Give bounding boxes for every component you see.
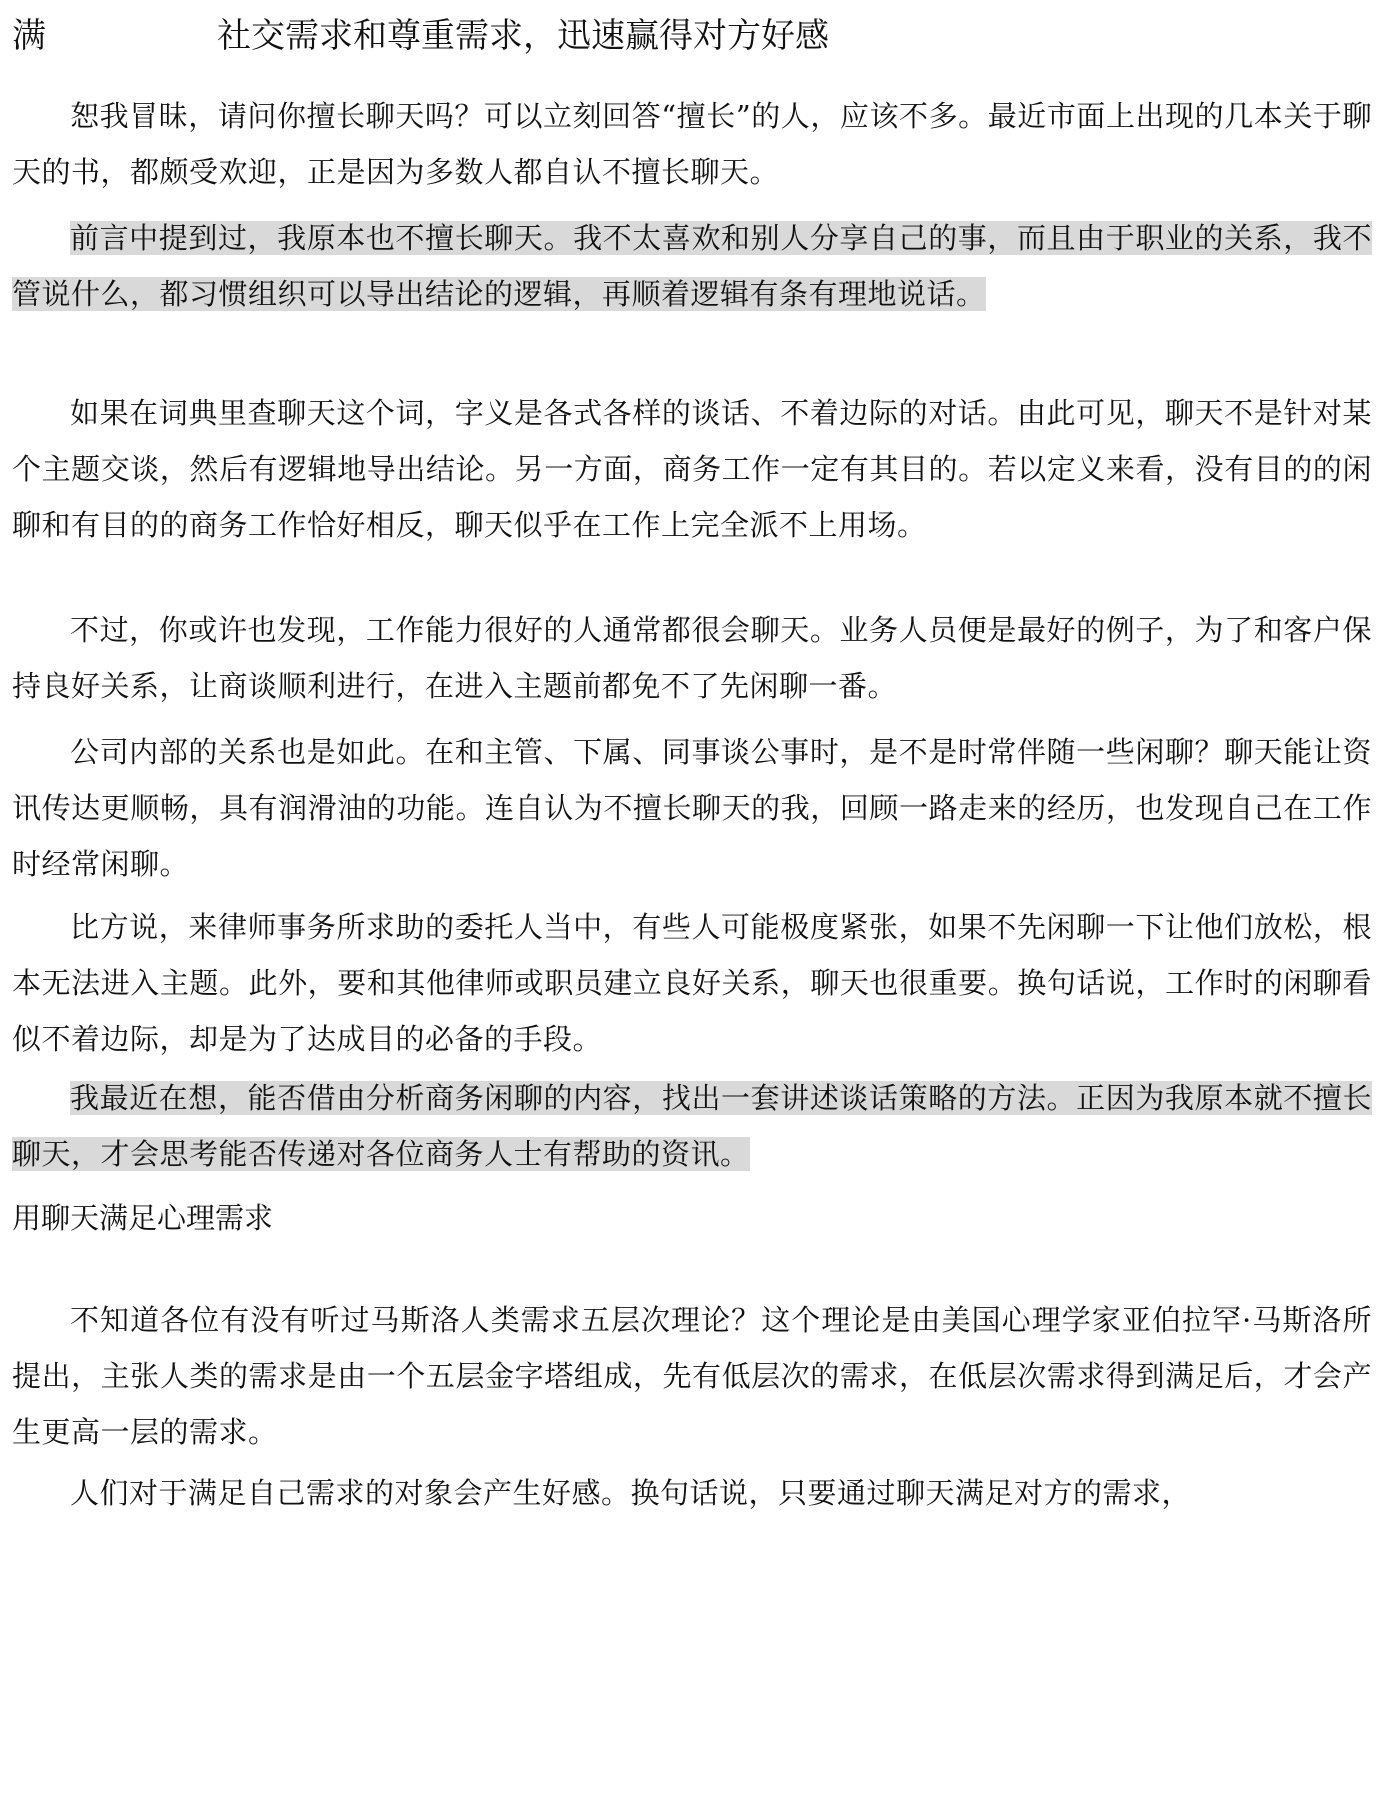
page-title: [12, 12, 1372, 60]
title-main: 社交需求和尊重需求，迅速赢得对方好感: [217, 16, 829, 56]
paragraph-text: 如果在词典里查聊天这个词，字义是各式各样的谈话、不着边际的对话。由此可见，聊天不是针对某个主题交谈，然后有逻辑地导出结论。另一方面，商务工作一定有其目的。若以定义来看，没有目的的闲聊和有目的的商务工作恰好相反，聊天似乎在工作上完全派不上用场。: [12, 396, 1372, 542]
paragraph-4: [12, 602, 1372, 714]
paragraph-3: [12, 385, 1372, 553]
paragraph-9: [12, 1465, 1372, 1521]
paragraph-6: [12, 899, 1372, 1067]
section-heading: 用聊天满足心理需求: [12, 1201, 274, 1235]
highlighted-text: 我最近在想，能否借由分析商务闲聊的内容，找出一套讲述谈话策略的方法。正因为我原本就不擅长聊天，才会思考能否传递对各位商务人士有帮助的资讯。: [12, 1081, 1372, 1171]
paragraph-text: 恕我冒昧，请问你擅长聊天吗？可以立刻回答“擅长”的人，应该不多。最近市面上出现的几本关于聊天的书，都颇受欢迎，正是因为多数人都自认不擅长聊天。: [12, 99, 1372, 189]
paragraph-text: 公司内部的关系也是如此。在和主管、下属、同事谈公事时，是不是时常伴随一些闲聊？聊天能让资讯传达更顺畅，具有润滑油的功能。连自认为不擅长聊天的我，回顾一路走来的经历，也发现自己在工作时经常闲聊。: [12, 735, 1372, 881]
paragraph-7-highlighted: [12, 1070, 1372, 1182]
paragraph-text: 比方说，来律师事务所求助的委托人当中，有些人可能极度紧张，如果不先闲聊一下让他们放松，根本无法进入主题。此外，要和其他律师或职员建立良好关系，聊天也很重要。换句话说，工作时的闲聊看似不着边际，却是为了达成目的必备的手段。: [12, 910, 1372, 1056]
paragraph-text: 不知道各位有没有听过马斯洛人类需求五层次理论？这个理论是由美国心理学家亚伯拉罕·马斯洛所提出，主张人类的需求是由一个五层金字塔组成，先有低层次的需求，在低层次需求得到满足后，才会产生更高一层的需求。: [12, 1303, 1372, 1449]
title-prefix: 满: [12, 16, 46, 56]
highlighted-text: 前言中提到过，我原本也不擅长聊天。我不太喜欢和别人分享自己的事，而且由于职业的关系，我不管说什么，都习惯组织可以导出结论的逻辑，再顺着逻辑有条有理地说话。: [12, 221, 1372, 311]
paragraph-text: 不过，你或许也发现，工作能力很好的人通常都很会聊天。业务人员便是最好的例子，为了和客户保持良好关系，让商谈顺利进行，在进入主题前都免不了先闲聊一番。: [12, 613, 1372, 703]
paragraph-5: [12, 724, 1372, 892]
paragraph-1: [12, 88, 1372, 200]
paragraph-2-highlighted: [12, 210, 1372, 322]
paragraph-text: 人们对于满足自己需求的对象会产生好感。换句话说，只要通过聊天满足对方的需求，: [70, 1476, 1192, 1510]
paragraph-8: [12, 1292, 1372, 1460]
